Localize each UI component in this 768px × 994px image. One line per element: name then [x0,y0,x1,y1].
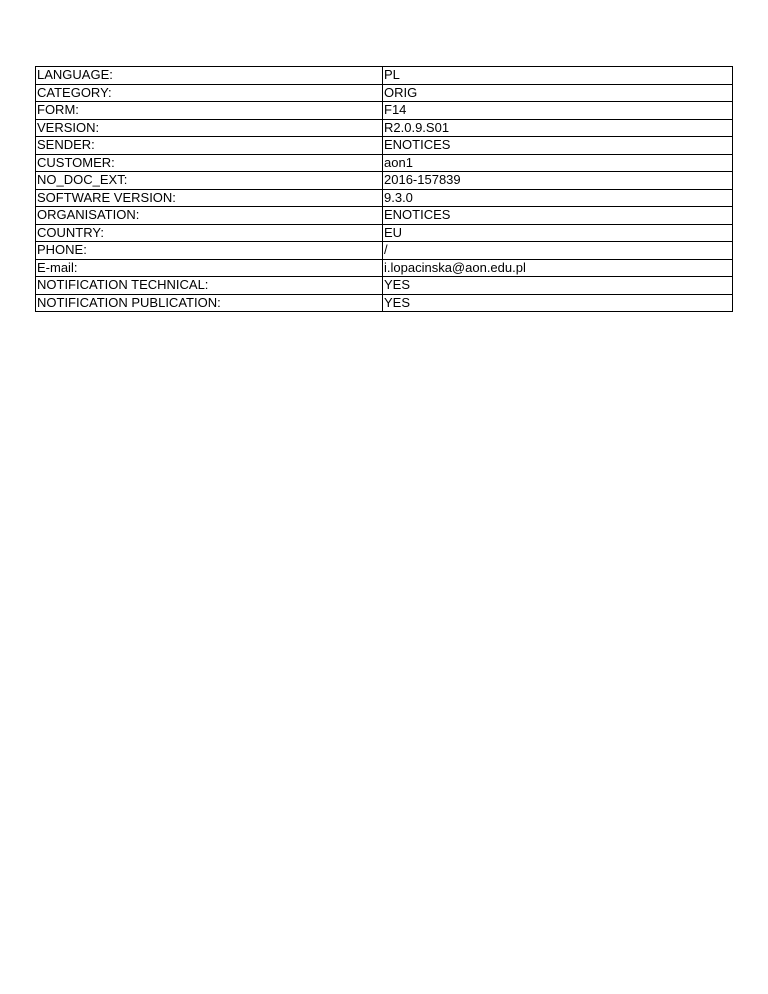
table-row [36,294,733,312]
row-value: 2016-157839 [383,172,733,190]
row-value: 9.3.0 [383,189,733,207]
row-label: FORM: [36,102,383,120]
row-value: PL [383,67,733,85]
row-label: VERSION: [36,119,383,137]
table-row [36,67,733,85]
row-value: F14 [383,102,733,120]
row-value: / [383,242,733,260]
row-label: CUSTOMER: [36,154,383,172]
metadata-rows [36,67,733,312]
row-label: SOFTWARE VERSION: [36,189,383,207]
row-value: ENOTICES [383,137,733,155]
row-value: EU [383,224,733,242]
row-value: ENOTICES [383,207,733,225]
row-value: aon1 [383,154,733,172]
table-row [36,224,733,242]
table-row [36,137,733,155]
row-label: NOTIFICATION PUBLICATION: [36,294,383,312]
row-value: YES [383,277,733,295]
table-row [36,259,733,277]
notice-metadata-table [35,66,733,312]
row-label: LANGUAGE: [36,67,383,85]
table-row [36,189,733,207]
row-label: SENDER: [36,137,383,155]
table-row [36,242,733,260]
table-row [36,102,733,120]
row-label: CATEGORY: [36,84,383,102]
row-label: ORGANISATION: [36,207,383,225]
row-label: COUNTRY: [36,224,383,242]
table-row [36,154,733,172]
row-label: NOTIFICATION TECHNICAL: [36,277,383,295]
row-value: R2.0.9.S01 [383,119,733,137]
row-label: E-mail: [36,259,383,277]
table-row [36,172,733,190]
row-value: i.lopacinska@aon.edu.pl [383,259,733,277]
table-row [36,207,733,225]
row-label: NO_DOC_EXT: [36,172,383,190]
row-label: PHONE: [36,242,383,260]
table-row [36,84,733,102]
table-row [36,277,733,295]
row-value: YES [383,294,733,312]
table-row [36,119,733,137]
row-value: ORIG [383,84,733,102]
